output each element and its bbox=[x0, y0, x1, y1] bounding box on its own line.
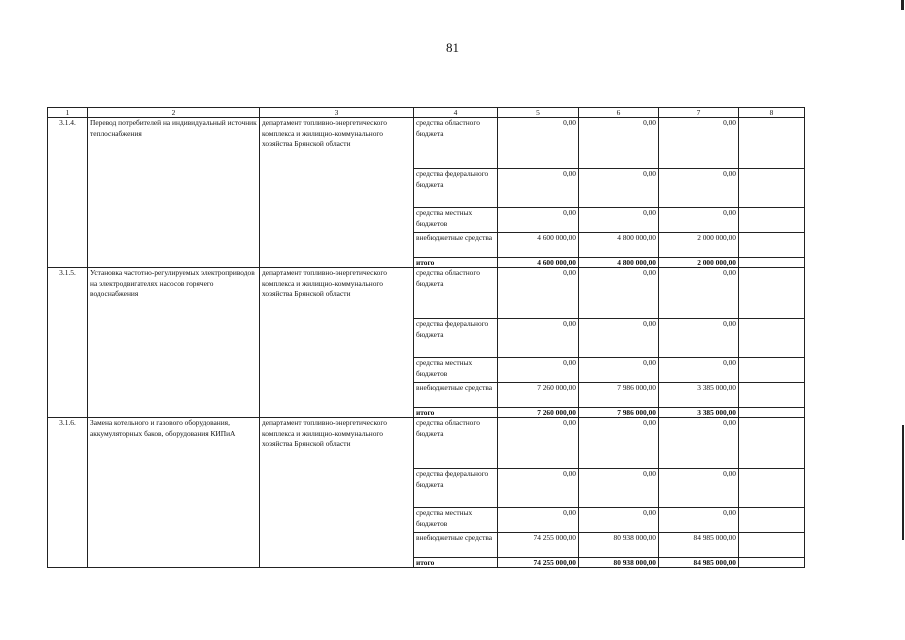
empty-col8 bbox=[739, 233, 805, 258]
funding-source: средства областного бюджета bbox=[414, 118, 498, 169]
funding-row bbox=[48, 268, 805, 319]
value-col6: 80 938 000,00 bbox=[579, 558, 659, 568]
funding-source: итого bbox=[414, 558, 498, 568]
value-col6: 0,00 bbox=[579, 418, 659, 469]
funding-source: средства местных бюджетов bbox=[414, 508, 498, 533]
funding-source: внебюджетные средства bbox=[414, 533, 498, 558]
empty-col8 bbox=[739, 408, 805, 418]
value-col6: 0,00 bbox=[579, 358, 659, 383]
value-col6: 0,00 bbox=[579, 508, 659, 533]
empty-col8 bbox=[739, 208, 805, 233]
value-col7: 3 385 000,00 bbox=[659, 383, 739, 408]
column-number-row bbox=[48, 108, 805, 118]
page-number: 81 bbox=[446, 40, 459, 55]
value-col7: 0,00 bbox=[659, 469, 739, 508]
value-col5: 7 260 000,00 bbox=[498, 408, 579, 418]
value-col7: 0,00 bbox=[659, 268, 739, 319]
value-col6: 0,00 bbox=[579, 268, 659, 319]
value-col5: 0,00 bbox=[498, 268, 579, 319]
value-col5: 4 600 000,00 bbox=[498, 233, 579, 258]
item-executor: департамент топливно-энергетического комплекса и жилищно-коммунального хозяйства Брянской области bbox=[260, 268, 414, 418]
value-col7: 84 985 000,00 bbox=[659, 558, 739, 568]
value-col6: 7 986 000,00 bbox=[579, 408, 659, 418]
value-col6: 0,00 bbox=[579, 208, 659, 233]
value-col5: 0,00 bbox=[498, 169, 579, 208]
item-executor: департамент топливно-энергетического комплекса и жилищно-коммунального хозяйства Брянской области bbox=[260, 118, 414, 268]
value-col7: 0,00 bbox=[659, 508, 739, 533]
value-col7: 0,00 bbox=[659, 418, 739, 469]
value-col6: 0,00 bbox=[579, 118, 659, 169]
value-col6: 80 938 000,00 bbox=[579, 533, 659, 558]
value-col7: 2 000 000,00 bbox=[659, 258, 739, 268]
funding-source: средства федерального бюджета bbox=[414, 319, 498, 358]
funding-row bbox=[48, 418, 805, 469]
scan-edge-mark-side bbox=[902, 425, 904, 540]
value-col5: 0,00 bbox=[498, 208, 579, 233]
funding-source: средства областного бюджета bbox=[414, 268, 498, 319]
funding-source: итого bbox=[414, 408, 498, 418]
table-body bbox=[48, 118, 805, 568]
item-name: Установка частотно-регулируемых электроприводов на электродвигателях насосов горячего водоснабжения bbox=[88, 268, 260, 418]
value-col5: 0,00 bbox=[498, 508, 579, 533]
empty-col8 bbox=[739, 268, 805, 319]
value-col5: 4 600 000,00 bbox=[498, 258, 579, 268]
item-number: 3.1.4. bbox=[48, 118, 88, 268]
column-header: 6 bbox=[579, 108, 659, 118]
column-header: 3 bbox=[260, 108, 414, 118]
scan-edge-mark-top bbox=[901, 0, 904, 10]
item-name: Замена котельного и газового оборудования, аккумуляторных баков, оборудования КИПиА bbox=[88, 418, 260, 568]
value-col7: 0,00 bbox=[659, 118, 739, 169]
empty-col8 bbox=[739, 469, 805, 508]
value-col6: 4 800 000,00 bbox=[579, 233, 659, 258]
funding-source: средства областного бюджета bbox=[414, 418, 498, 469]
column-header: 8 bbox=[739, 108, 805, 118]
value-col7: 0,00 bbox=[659, 358, 739, 383]
item-executor: департамент топливно-энергетического комплекса и жилищно-коммунального хозяйства Брянской области bbox=[260, 418, 414, 568]
value-col5: 0,00 bbox=[498, 358, 579, 383]
value-col6: 4 800 000,00 bbox=[579, 258, 659, 268]
empty-col8 bbox=[739, 558, 805, 568]
value-col7: 0,00 bbox=[659, 169, 739, 208]
item-number: 3.1.5. bbox=[48, 268, 88, 418]
value-col5: 0,00 bbox=[498, 319, 579, 358]
column-header: 2 bbox=[88, 108, 260, 118]
funding-source: внебюджетные средства bbox=[414, 233, 498, 258]
value-col5: 0,00 bbox=[498, 469, 579, 508]
column-header: 7 bbox=[659, 108, 739, 118]
value-col7: 3 385 000,00 bbox=[659, 408, 739, 418]
empty-col8 bbox=[739, 358, 805, 383]
value-col7: 0,00 bbox=[659, 208, 739, 233]
value-col5: 0,00 bbox=[498, 118, 579, 169]
empty-col8 bbox=[739, 319, 805, 358]
value-col6: 7 986 000,00 bbox=[579, 383, 659, 408]
empty-col8 bbox=[739, 418, 805, 469]
value-col5: 74 255 000,00 bbox=[498, 533, 579, 558]
column-header: 4 bbox=[414, 108, 498, 118]
value-col7: 2 000 000,00 bbox=[659, 233, 739, 258]
empty-col8 bbox=[739, 508, 805, 533]
column-header: 1 bbox=[48, 108, 88, 118]
item-name: Перевод потребителей на индивидуальный источник теплоснабжения bbox=[88, 118, 260, 268]
funding-source: средства местных бюджетов bbox=[414, 208, 498, 233]
value-col6: 0,00 bbox=[579, 169, 659, 208]
empty-col8 bbox=[739, 258, 805, 268]
item-number: 3.1.6. bbox=[48, 418, 88, 568]
value-col6: 0,00 bbox=[579, 319, 659, 358]
funding-source: итого bbox=[414, 258, 498, 268]
empty-col8 bbox=[739, 169, 805, 208]
funding-source: средства федерального бюджета bbox=[414, 169, 498, 208]
value-col5: 0,00 bbox=[498, 418, 579, 469]
empty-col8 bbox=[739, 533, 805, 558]
budget-table bbox=[47, 107, 805, 568]
value-col5: 7 260 000,00 bbox=[498, 383, 579, 408]
empty-col8 bbox=[739, 383, 805, 408]
value-col6: 0,00 bbox=[579, 469, 659, 508]
value-col7: 84 985 000,00 bbox=[659, 533, 739, 558]
value-col7: 0,00 bbox=[659, 319, 739, 358]
funding-row bbox=[48, 118, 805, 169]
funding-source: средства местных бюджетов bbox=[414, 358, 498, 383]
column-header: 5 bbox=[498, 108, 579, 118]
funding-source: внебюджетные средства bbox=[414, 383, 498, 408]
value-col5: 74 255 000,00 bbox=[498, 558, 579, 568]
empty-col8 bbox=[739, 118, 805, 169]
funding-source: средства федерального бюджета bbox=[414, 469, 498, 508]
